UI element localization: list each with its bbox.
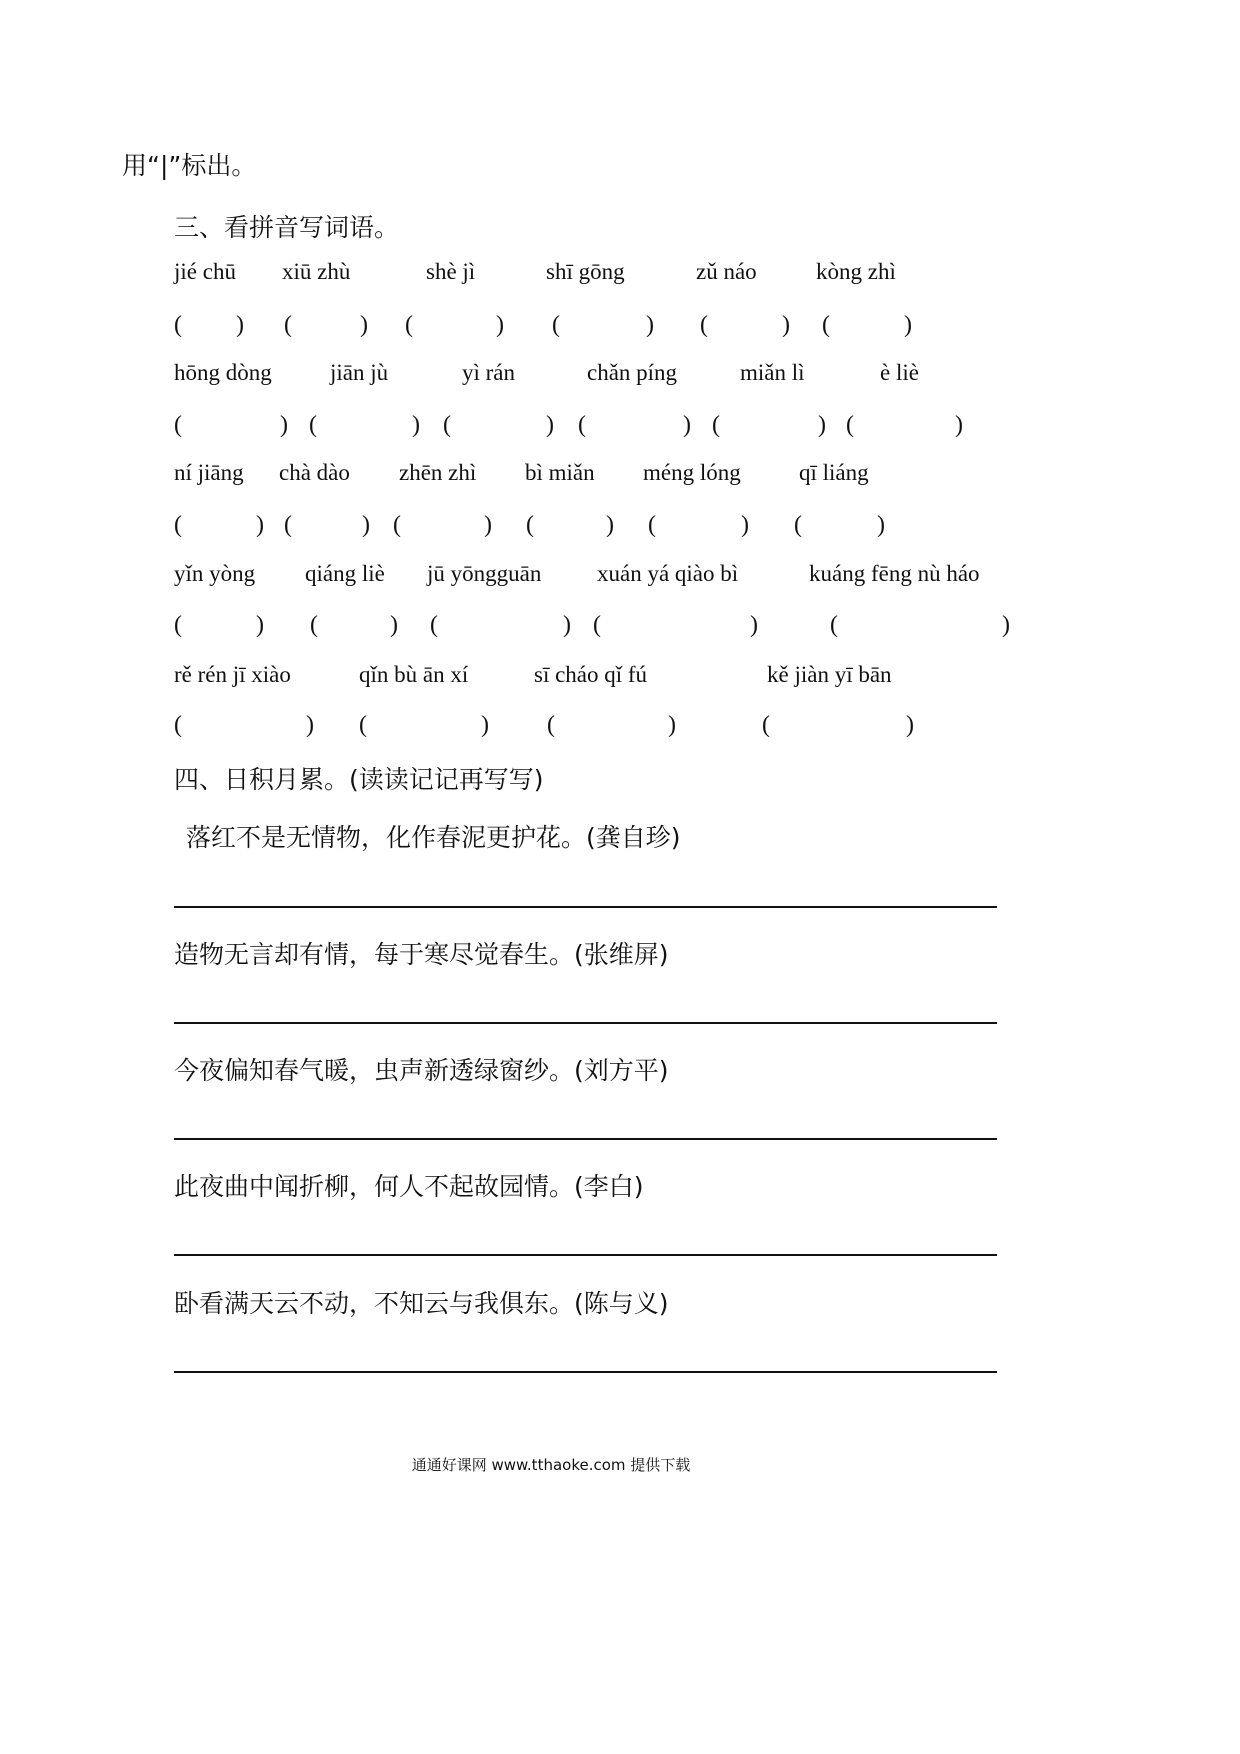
pinyin-word: jié chū [174,259,236,284]
answer-bracket-open: ( [310,612,318,638]
answer-bracket-open: ( [284,512,292,538]
pinyin-word: rě rén jī xiào [174,662,291,687]
answer-bracket-open: ( [284,312,292,338]
pinyin-word: hōng dòng [174,360,272,385]
pinyin-word: jiān jù [330,360,389,385]
pinyin-word: yì rán [462,360,516,385]
answer-bracket-open: ( [443,412,451,438]
answer-bracket-open: ( [309,412,317,438]
pinyin-word: sī cháo qǐ fú [534,662,648,687]
answer-bracket-open: ( [174,612,182,638]
answer-bracket-close: ) [904,312,912,338]
writing-line [174,1022,997,1024]
answer-bracket-open: ( [174,712,182,738]
poem-line: 落红不是无情物，化作春泥更护花。(龚自珍) [186,823,681,852]
answer-bracket-close: ) [906,712,914,738]
answer-bracket-open: ( [359,712,367,738]
poem-line: 造物无言却有情，每于寒尽觉春生。(张维屏) [174,940,669,969]
answer-bracket-open: ( [174,512,182,538]
answer-bracket-open: ( [593,612,601,638]
pinyin-word: ní jiāng [174,460,244,485]
answer-bracket-close: ) [818,412,826,438]
poem-line: 卧看满天云不动，不知云与我俱东。(陈与义) [174,1289,669,1318]
answer-bracket-open: ( [846,412,854,438]
pinyin-word: shī gōng [546,259,625,284]
pinyin-word: shè jì [426,259,476,284]
answer-bracket-open: ( [174,312,182,338]
answer-bracket-open: ( [405,312,413,338]
answer-bracket-close: ) [390,612,398,638]
answer-bracket-close: ) [741,512,749,538]
pinyin-word: xiū zhù [282,259,351,284]
answer-bracket-open: ( [794,512,802,538]
pinyin-word: chǎn píng [587,360,678,385]
answer-bracket-close: ) [955,412,963,438]
answer-bracket-close: ) [750,612,758,638]
answer-bracket-open: ( [648,512,656,538]
answer-bracket-open: ( [830,612,838,638]
answer-bracket-close: ) [496,312,504,338]
writing-line [174,1254,997,1256]
answer-bracket-open: ( [430,612,438,638]
answer-bracket-open: ( [526,512,534,538]
answer-bracket-open: ( [552,312,560,338]
pinyin-word: yǐn yòng [174,561,256,586]
answer-bracket-close: ) [563,612,571,638]
answer-bracket-close: ) [362,512,370,538]
answer-bracket-close: ) [646,312,654,338]
answer-bracket-close: ) [546,412,554,438]
answer-bracket-close: ) [412,412,420,438]
pinyin-word: méng lóng [643,460,741,485]
answer-bracket-open: ( [547,712,555,738]
pinyin-word: xuán yá qiào bì [597,561,739,586]
pinyin-word: zhēn zhì [399,460,477,485]
answer-bracket-open: ( [174,412,182,438]
answer-bracket-close: ) [256,612,264,638]
pinyin-word: miǎn lì [740,360,805,385]
answer-bracket-open: ( [822,312,830,338]
answer-bracket-close: ) [360,312,368,338]
pinyin-word: qiáng liè [305,561,385,586]
answer-bracket-close: ) [683,412,691,438]
answer-bracket-close: ) [481,712,489,738]
answer-bracket-open: ( [700,312,708,338]
pinyin-word: zǔ náo [696,259,757,284]
answer-bracket-close: ) [256,512,264,538]
pinyin-word: bì miǎn [525,460,595,485]
answer-bracket-open: ( [712,412,720,438]
answer-bracket-close: ) [606,512,614,538]
pinyin-word: kòng zhì [816,259,896,284]
pinyin-word: kě jiàn yī bān [767,662,892,687]
answer-bracket-open: ( [393,512,401,538]
answer-bracket-close: ) [236,312,244,338]
writing-line [174,906,997,908]
section-3-heading: 三、看拼音写词语。 [174,213,400,242]
writing-line [174,1371,997,1373]
pinyin-word: chà dào [279,460,350,485]
intro-text: 用“|”标出。 [122,151,257,180]
pinyin-word: kuáng fēng nù háo [809,561,980,586]
answer-bracket-close: ) [782,312,790,338]
answer-bracket-close: ) [1002,612,1010,638]
answer-bracket-open: ( [578,412,586,438]
answer-bracket-close: ) [280,412,288,438]
answer-bracket-open: ( [762,712,770,738]
footer-text: 通通好课网 www.tthaoke.com 提供下载 [411,1456,691,1474]
poem-line: 此夜曲中闻折柳，何人不起故园情。(李白) [174,1172,644,1201]
writing-line [174,1138,997,1140]
answer-bracket-close: ) [484,512,492,538]
pinyin-word: qǐn bù ān xí [359,662,469,687]
pinyin-word: qī liáng [799,460,869,485]
section-4-heading: 四、日积月累。(读读记记再写写) [174,765,544,794]
pinyin-word: è liè [880,360,919,385]
pinyin-word: jū yōngguān [427,561,542,586]
answer-bracket-close: ) [306,712,314,738]
answer-bracket-close: ) [668,712,676,738]
poem-line: 今夜偏知春气暖，虫声新透绿窗纱。(刘方平) [174,1056,669,1085]
answer-bracket-close: ) [877,512,885,538]
